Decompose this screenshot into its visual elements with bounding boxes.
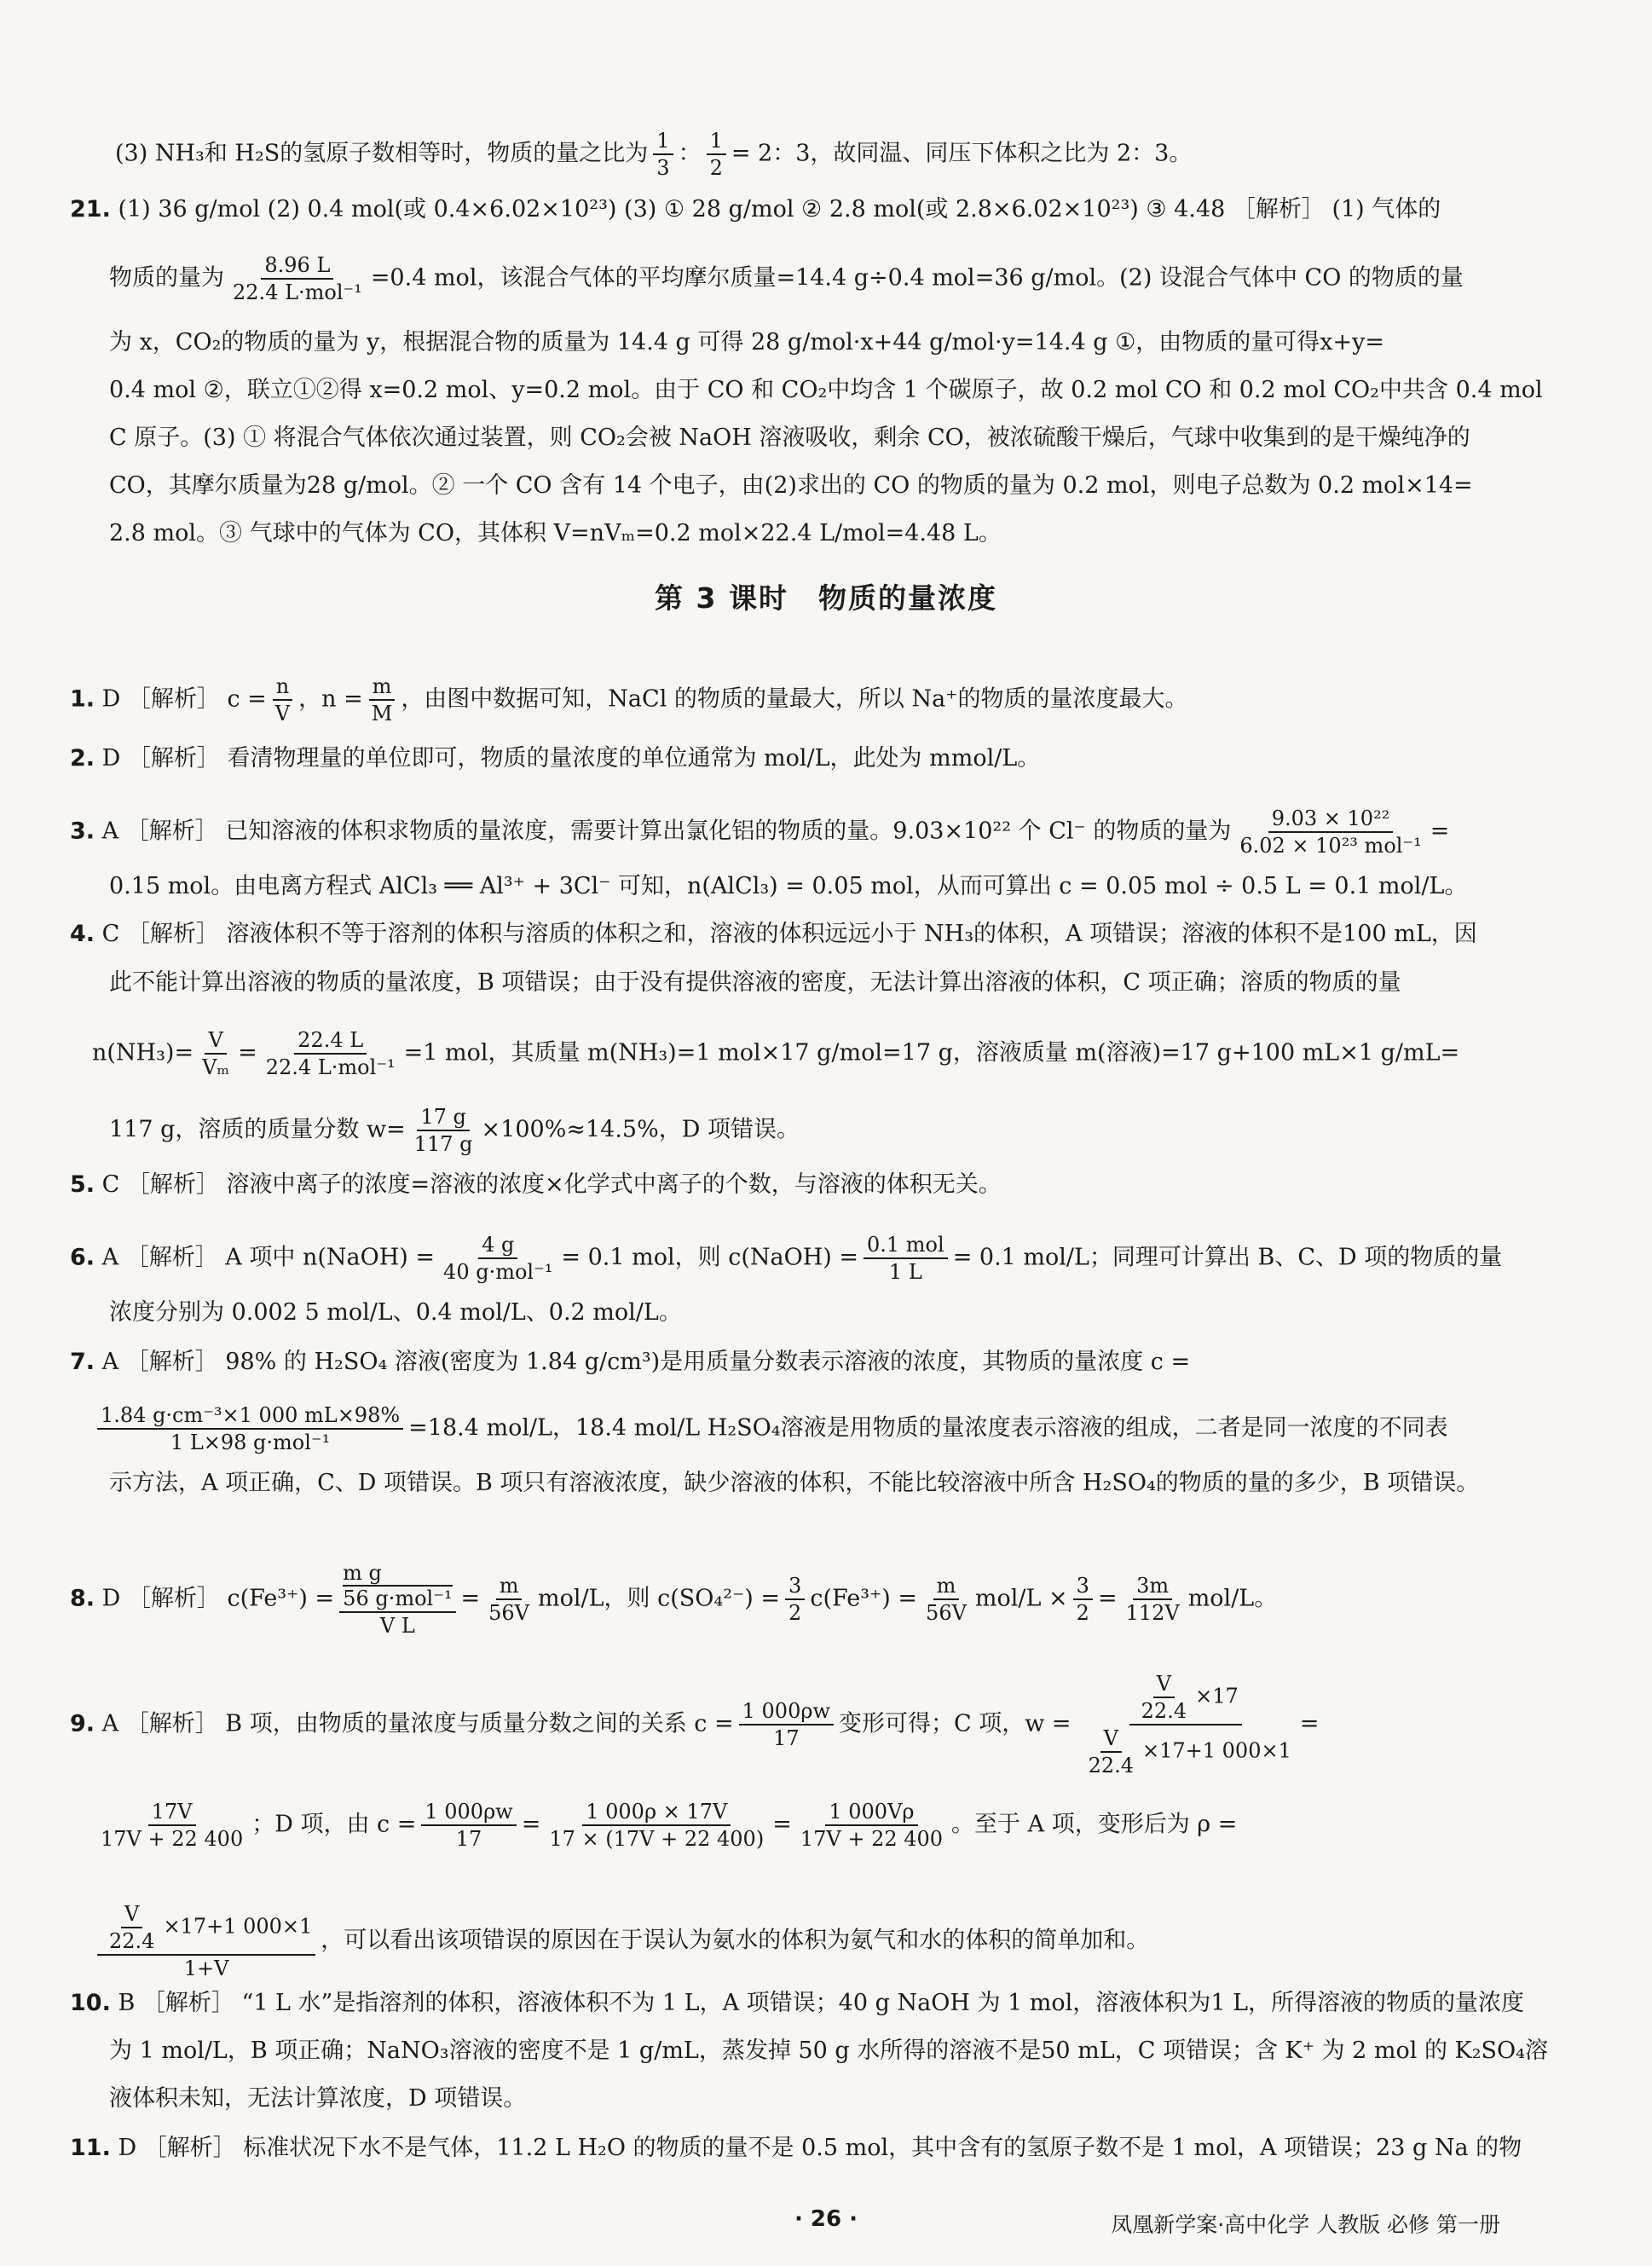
- q3-line-2: 0.15 mol。由电离方程式 AlCl₃ ══ Al³⁺ + 3Cl⁻ 可知，n(AlCl₃) = 0.05 mol，从而可算出 c = 0.05 mol ÷ 0.5 L = 0.1 mol/L。: [109, 873, 1468, 899]
- fraction: $\frac{V}{\text{Vₘ}}$: [202, 1028, 230, 1079]
- complex-fraction: $\frac{V}{22.4}$ ×17 $\frac{V}{22.4}$ ×17+1 000×1: [1088, 1672, 1291, 1778]
- fraction: $\frac{\text{9.03 × 10²²}}{\text{6.02 × 10²³ mol⁻¹}}$: [1239, 806, 1422, 858]
- book-title: 凤凰新学案·高中化学 人教版 必修 第一册: [1111, 2212, 1500, 2237]
- q1-line: 1. D ［解析］ c = $\frac{n}{V}$ ，n = $\frac{m}{M}$ ，由图中数据可知，NaCl 的物质的量最大，所以 Na⁺的物质的量浓度最大。: [70, 674, 1188, 725]
- q21-line-6: CO，其摩尔质量为28 g/mol。② 一个 CO 含有 14 个电子，由(2)求出的 CO 的物质的量为 0.2 mol，则电子总数为 0.2 mol×14=: [109, 472, 1473, 499]
- q21-line-4: 0.4 mol ②，联立①②得 x=0.2 mol、y=0.2 mol。由于 CO 和 CO₂中均含 1 个碳原子，故 0.2 mol CO 和 0.2 mol CO₂中共含 0.4 mol: [109, 377, 1543, 403]
- q4-line-3: n(NH₃)= $\frac{V}{\text{Vₘ}}$ = $\frac{22.4 L}{\text{22.4 L·mol⁻¹}}$ =1 mol，其质量 m(NH₃)=1 mol×17 g/mol=17 g，溶液质量 m(溶液)=17 g+100 mL×1 g/mL=: [92, 1028, 1460, 1079]
- text: (3) NH₃和 H₂S的氢原子数相等时，物质的量之比为: [115, 140, 649, 167]
- q10-line-2: 为 1 mol/L，B 项正确；NaNO₃溶液的密度不是 1 g/mL，蒸发掉 50 g 水所得的溶液不是50 mL，C 项错误；含 K⁺ 为 2 mol 的 K₂SO₄溶: [109, 2038, 1548, 2064]
- fraction: $\frac{4 g}{\text{40 g·mol⁻¹}}$: [443, 1233, 553, 1284]
- q4-line-4: 117 g，溶质的质量分数 w= $\frac{17 g}{117 g}$ ×100%≈14.5%，D 项错误。: [109, 1105, 800, 1156]
- q2-line: 2. D ［解析］ 看清物理量的单位即可，物质的量浓度的单位通常为 mol/L，此处为 mmol/L。: [70, 745, 1041, 772]
- q11-line-1: 11. D ［解析］ 标准状况下水不是气体，11.2 L H₂O 的物质的量不是 0.5 mol，其中含有的氢原子数不是 1 mol，A 项错误；23 g Na 的物: [70, 2135, 1522, 2161]
- q7-line-2: $\frac{\text{1.84 g·cm⁻³×1 000 mL×98\%}}{\text{1 L×98 g·mol⁻¹}}$ =18.4 mol/L，18.4 mol/L H₂SO₄溶液是用物质的量浓度表示溶液的组成，二者是同一浓度的不同表: [92, 1402, 1448, 1455]
- fraction: $\frac{22.4 L}{\text{22.4 L·mol⁻¹}}$: [265, 1028, 396, 1079]
- fraction: $\frac{\text{1.84 g·cm⁻³×1 000 mL×98\%}}{\text{1 L×98 g·mol⁻¹}}$: [97, 1402, 403, 1455]
- fraction: $\frac{\text{0.1 mol}}{1 L}$: [864, 1232, 948, 1285]
- q21-line-3: 为 x，CO₂的物质的量为 y，根据混合物的质量为 14.4 g 可得 28 g/mol·x+44 g/mol·y=14.4 g ①，由物质的量可得x+y=: [109, 329, 1385, 356]
- q21-line-7: 2.8 mol。③ 气球中的气体为 CO，其体积 V=nVₘ=0.2 mol×22.4 L/mol=4.48 L。: [109, 520, 1002, 546]
- q3-line-1: 3. A ［解析］ 已知溶液的体积求物质的量浓度，需要计算出氯化铝的物质的量。9.03×10²² 个 Cl⁻ 的物质的量为 $\frac{\text{9.03 × 10²²}}{\text{6.02 × 10²³ mol⁻¹}}$ =: [70, 806, 1450, 858]
- fraction: $\frac{m}{M}$: [368, 673, 396, 726]
- q5-line: 5. C ［解析］ 溶液中离子的浓度=溶液的浓度×化学式中离子的个数，与溶液的体积无关。: [70, 1171, 1002, 1198]
- q21-line-1: 21. (1) 36 g/mol (2) 0.4 mol(或 0.4×6.02×10²³) (3) ① 28 g/mol ② 2.8 mol(或 2.8×6.02×10²³) ③ 4.48 ［解析］ (1) 气体的: [70, 196, 1441, 223]
- q4-line-1: 4. C ［解析］ 溶液体积不等于溶剂的体积与溶质的体积之和，溶液的体积远远小于 NH₃的体积，A 项错误；溶液的体积不是100 mL，因: [70, 921, 1477, 947]
- page-number: · 26 ·: [794, 2206, 858, 2232]
- q6-line-1: 6. A ［解析］ A 项中 n(NaOH) = $\frac{4 g}{\text{40 g·mol⁻¹}}$ = 0.1 mol，则 c(NaOH) = $\frac{\text{0.1 mol}}{1 L}$ = 0.1 mol/L；同理可计算出 B、C、D 项的物质的量: [70, 1233, 1503, 1284]
- fraction: $\frac{1}{3}$: [653, 128, 673, 181]
- q9-line-3: $\frac{V}{22.4}$ ×17+1 000×1 1+V ，可以看出该项错误的原因在于误认为氨水的体积为氨气和水的体积的简单加和。: [92, 1901, 1149, 1981]
- q6-line-2: 浓度分别为 0.002 5 mol/L、0.4 mol/L、0.2 mol/L。: [109, 1299, 682, 1326]
- section-title: 第 3 课时 物质的量浓度: [655, 581, 997, 615]
- complex-fraction: $\frac{V}{22.4}$ ×17+1 000×1 1+V: [97, 1901, 315, 1981]
- q9-line-1: 9. A ［解析］ B 项，由物质的量浓度与质量分数之间的关系 c = $\frac{1 000\rho w}{17}$ 变形可得；C 项，w = $\frac{V}{22.4}$ ×17 $\frac{V}{22.4}$ ×17+1 000×1 =: [70, 1672, 1320, 1778]
- q7-line-3: 示方法，A 项正确，C、D 项错误。B 项只有溶液浓度，缺少溶液的体积，不能比较溶液中所含 H₂SO₄的物质的量的多少，B 项错误。: [109, 1470, 1480, 1496]
- q10-line-1: 10. B ［解析］ “1 L 水”是指溶剂的体积，溶液体积不为 1 L，A 项错误；40 g NaOH 为 1 mol，溶液体积为1 L，所得溶液的物质的量浓度: [70, 1990, 1524, 2016]
- q9-line-2: $\frac{17V}{17V + 22 400}$ ；D 项，由 c = $\frac{1 000\rho w}{17}$ = $\frac{1 000\rho \times 17V}{17 \times (17V + 22 400)}$ = $\frac{1 000V\rho}{17V + 22 400}$ 。至于 A 项，变形后为 ρ =: [101, 1800, 1238, 1851]
- q20-line: (3) NH₃和 H₂S的氢原子数相等时，物质的量之比为 $\frac{1}{3}$ ： $\frac{1}{2}$ = 2：3，故同温、同压下体积之比为 2：3。: [115, 129, 1193, 180]
- q21-line-2: 物质的量为 $\frac{8.96 L}{\text{22.4 L·mol⁻¹}}$ =0.4 mol，该混合气体的平均摩尔质量=14.4 g÷0.4 mol=36 g/mol。(2) 设混合气体中 CO 的物质的量: [109, 253, 1464, 304]
- fraction: $\frac{n}{V}$: [272, 673, 293, 726]
- fraction: $\frac{8.96 L}{\text{22.4 L·mol⁻¹}}$: [233, 253, 362, 304]
- q10-line-3: 液体积未知，无法计算浓度，D 项错误。: [109, 2085, 527, 2112]
- q8-line: 8. D ［解析］ c(Fe³⁺) = m g 56 g·mol⁻¹ V L = $\frac{m}{56V}$ mol/L，则 c(SO₄²⁻) = $\frac{3}{2}$ c(Fe³⁺) = $\frac{m}{56V}$ mol/L × $\frac{3}{2}$ = $\frac{3m}{112V}$ mol/L。: [70, 1561, 1278, 1638]
- q4-line-2: 此不能计算出溶液的物质的量浓度，B 项错误；由于没有提供溶液的密度，无法计算出溶液的体积，C 项正确；溶质的物质的量: [109, 969, 1401, 996]
- fraction: $\frac{1}{2}$: [707, 128, 726, 181]
- complex-fraction: m g 56 g·mol⁻¹ V L: [339, 1560, 455, 1639]
- fraction: $\frac{17 g}{117 g}$: [413, 1105, 473, 1156]
- q7-line-1: 7. A ［解析］ 98% 的 H₂SO₄ 溶液(密度为 1.84 g/cm³)是用质量分数表示溶液的浓度，其物质的量浓度 c =: [70, 1349, 1191, 1375]
- q21-line-5: C 原子。(3) ① 将混合气体依次通过装置，则 CO₂会被 NaOH 溶液吸收，剩余 CO，被浓硫酸干燥后，气球中收集到的是干燥纯净的: [109, 425, 1470, 451]
